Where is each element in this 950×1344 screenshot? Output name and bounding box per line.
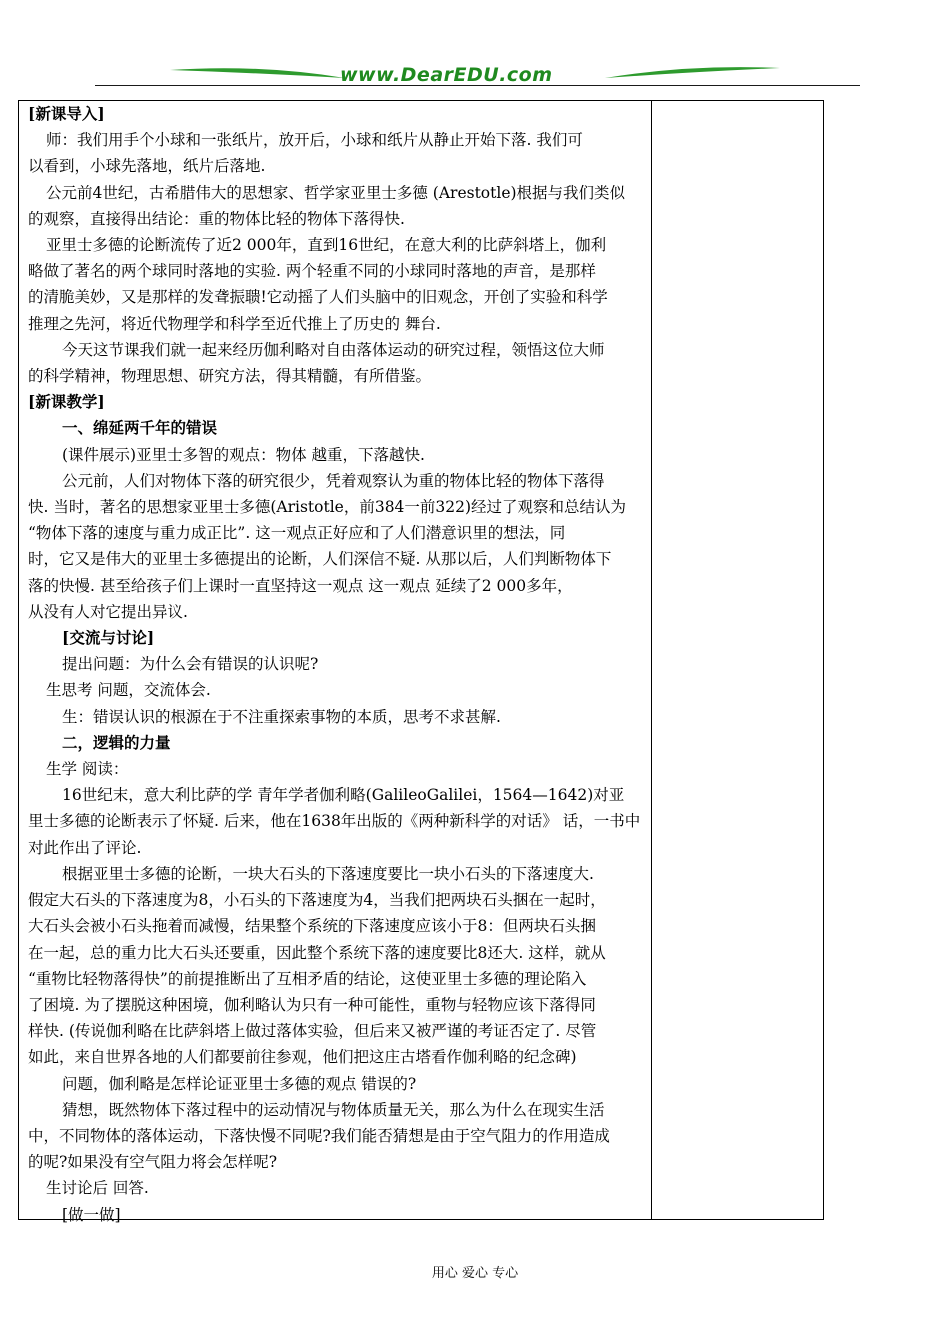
- paragraph-line: 里士多德的论断表示了怀疑. 后来，他在1638年出版的《两种新科学的对话》 话，一书中: [28, 812, 641, 831]
- paragraph-line: 了困境. 为了摆脱这种困境，伽利略认为只有一种可能性，重物与轻物应该下落得同: [28, 995, 596, 1014]
- paragraph-line: 的呢?如果没有空气阻力将会怎样呢?: [28, 1153, 278, 1172]
- section-heading: [新课教学]: [28, 392, 105, 412]
- paragraph-line: 今天这节课我们就一起来经历伽利略对自由落体运动的研究过程，领悟这位大师: [62, 340, 605, 359]
- paragraph-line: 的科学精神，物理思想、研究方法，得其精髓，有所借鉴。: [28, 367, 432, 386]
- paragraph-line: 推理之先河，将近代物理学和科学至近代推上了历史的 舞台.: [28, 314, 441, 333]
- paragraph-line: 猜想，既然物体下落过程中的运动情况与物体质量无关，那么为什么在现实生活: [62, 1100, 605, 1119]
- paragraph-line: 提出问题：为什么会有错误的认识呢?: [62, 655, 319, 674]
- paragraph-line: 根据亚里士多德的论断，一块大石头的下落速度要比一块小石头的下落速度大.: [62, 864, 594, 883]
- paragraph-line: 从没有人对它提出异议.: [28, 602, 188, 621]
- paragraph-line: 16世纪末，意大利比萨的学 青年学者伽利略(GalileoGalilei，1564—1642)对亚: [62, 786, 625, 805]
- lesson-content: [28, 101, 644, 1228]
- paragraph-line: 师：我们用手个小球和一张纸片，放开后，小球和纸片从静止开始下落. 我们可: [46, 131, 583, 150]
- paragraph-line: 生：错误认识的根源在于不注重探索事物的本质，思考不求甚解.: [62, 707, 501, 726]
- paragraph-line: 的清脆美妙，又是那样的发聋振聩!它动摇了人们头脑中的旧观念，开创了实验和科学: [28, 288, 608, 307]
- paragraph-line: 时，它又是伟大的亚里士多德提出的论断，人们深信不疑. 从那以后，人们判断物体下: [28, 550, 612, 569]
- paragraph-line: 快. 当时，著名的思想家亚里士多德(Aristotle，前384一前322)经过了观察和总结认为: [28, 498, 627, 517]
- section-heading: [新课导入]: [28, 104, 105, 123]
- paragraph-line: “重物比轻物落得快”的前提推断出了互相矛盾的结论，这使亚里士多德的理论陷入: [28, 969, 587, 988]
- page-footer: 用心 爱心 专心: [431, 1266, 519, 1281]
- paragraph-line: (课件展示)亚里士多智的观点：物体 越重，下落越快.: [62, 445, 425, 464]
- section-heading: [做一做]: [62, 1205, 121, 1224]
- paragraph-line: 样快. (传说伽利略在比萨斜塔上做过落体实验，但后来又被严谨的考证否定了. 尽管: [28, 1022, 597, 1041]
- paragraph-line: 假定大石头的下落速度为8，小石头的下落速度为4，当我们把两块石头捆在一起时，: [28, 891, 606, 910]
- paragraph-line: 亚里士多德的论断流传了近2 000年，直到16世纪，在意大利的比萨斜塔上，伽利: [46, 236, 607, 255]
- paragraph-line: 生思考 问题，交流体会.: [46, 681, 211, 700]
- paragraph-line: 如此，来自世界各地的人们都要前往参观，他们把这庄古塔看作伽利略的纪念碑): [28, 1048, 577, 1067]
- paragraph-line: 落的快慢. 甚至给孩子们上课时一直坚持这一观点 这一观点 延续了2 000多年，: [28, 576, 573, 595]
- paragraph-line: 中，不同物体的落体运动，下落快慢不同呢?我们能否猜想是由于空气阻力的作用造成: [28, 1126, 610, 1145]
- paragraph-line: 生学 阅读：: [46, 760, 129, 779]
- paragraph-line: 略做了著名的两个球同时落地的实验. 两个轻重不同的小球同时落地的声音，是那样: [28, 262, 596, 281]
- paragraph-line: 对此作出了评论.: [28, 838, 142, 857]
- table-column-divider: [651, 100, 652, 1220]
- paragraph-line: 公元前4世纪，古希腊伟大的思想家、哲学家亚里士多德 (Arestotle)根据与我们类似: [46, 183, 626, 202]
- paragraph-line: 公元前，人们对物体下落的研究很少，凭着观察认为重的物体比轻的物体下落得: [62, 471, 605, 490]
- paragraph-line: 生讨论后 回答.: [46, 1179, 149, 1198]
- section-heading: [交流与讨论]: [62, 628, 155, 648]
- paragraph-line: 以看到，小球先落地，纸片后落地.: [28, 157, 266, 176]
- paragraph-line: 的观察，直接得出结论：重的物体比轻的物体下落得快.: [28, 209, 405, 228]
- subsection-heading: 二，逻辑的力量: [62, 732, 171, 752]
- site-logo[interactable]: www.DearEDU.com: [340, 64, 553, 86]
- header-rule: [95, 85, 860, 86]
- subsection-heading: 一、绵延两千年的错误: [62, 418, 218, 438]
- paragraph-line: 大石头会被小石头拖着而减慢，结果整个系统的下落速度应该小于8：但两块石头捆: [28, 917, 596, 936]
- paragraph-line: “物体下落的速度与重力成正比”. 这一观点正好应和了人们潜意识里的想法，同: [28, 524, 566, 543]
- paragraph-line: 在一起，总的重力比大石头还要重，因此整个系统下落的速度要比8还大. 这样，就从: [28, 943, 606, 962]
- paragraph-line: 问题，伽利略是怎样论证亚里士多德的观点 错误的?: [62, 1074, 417, 1093]
